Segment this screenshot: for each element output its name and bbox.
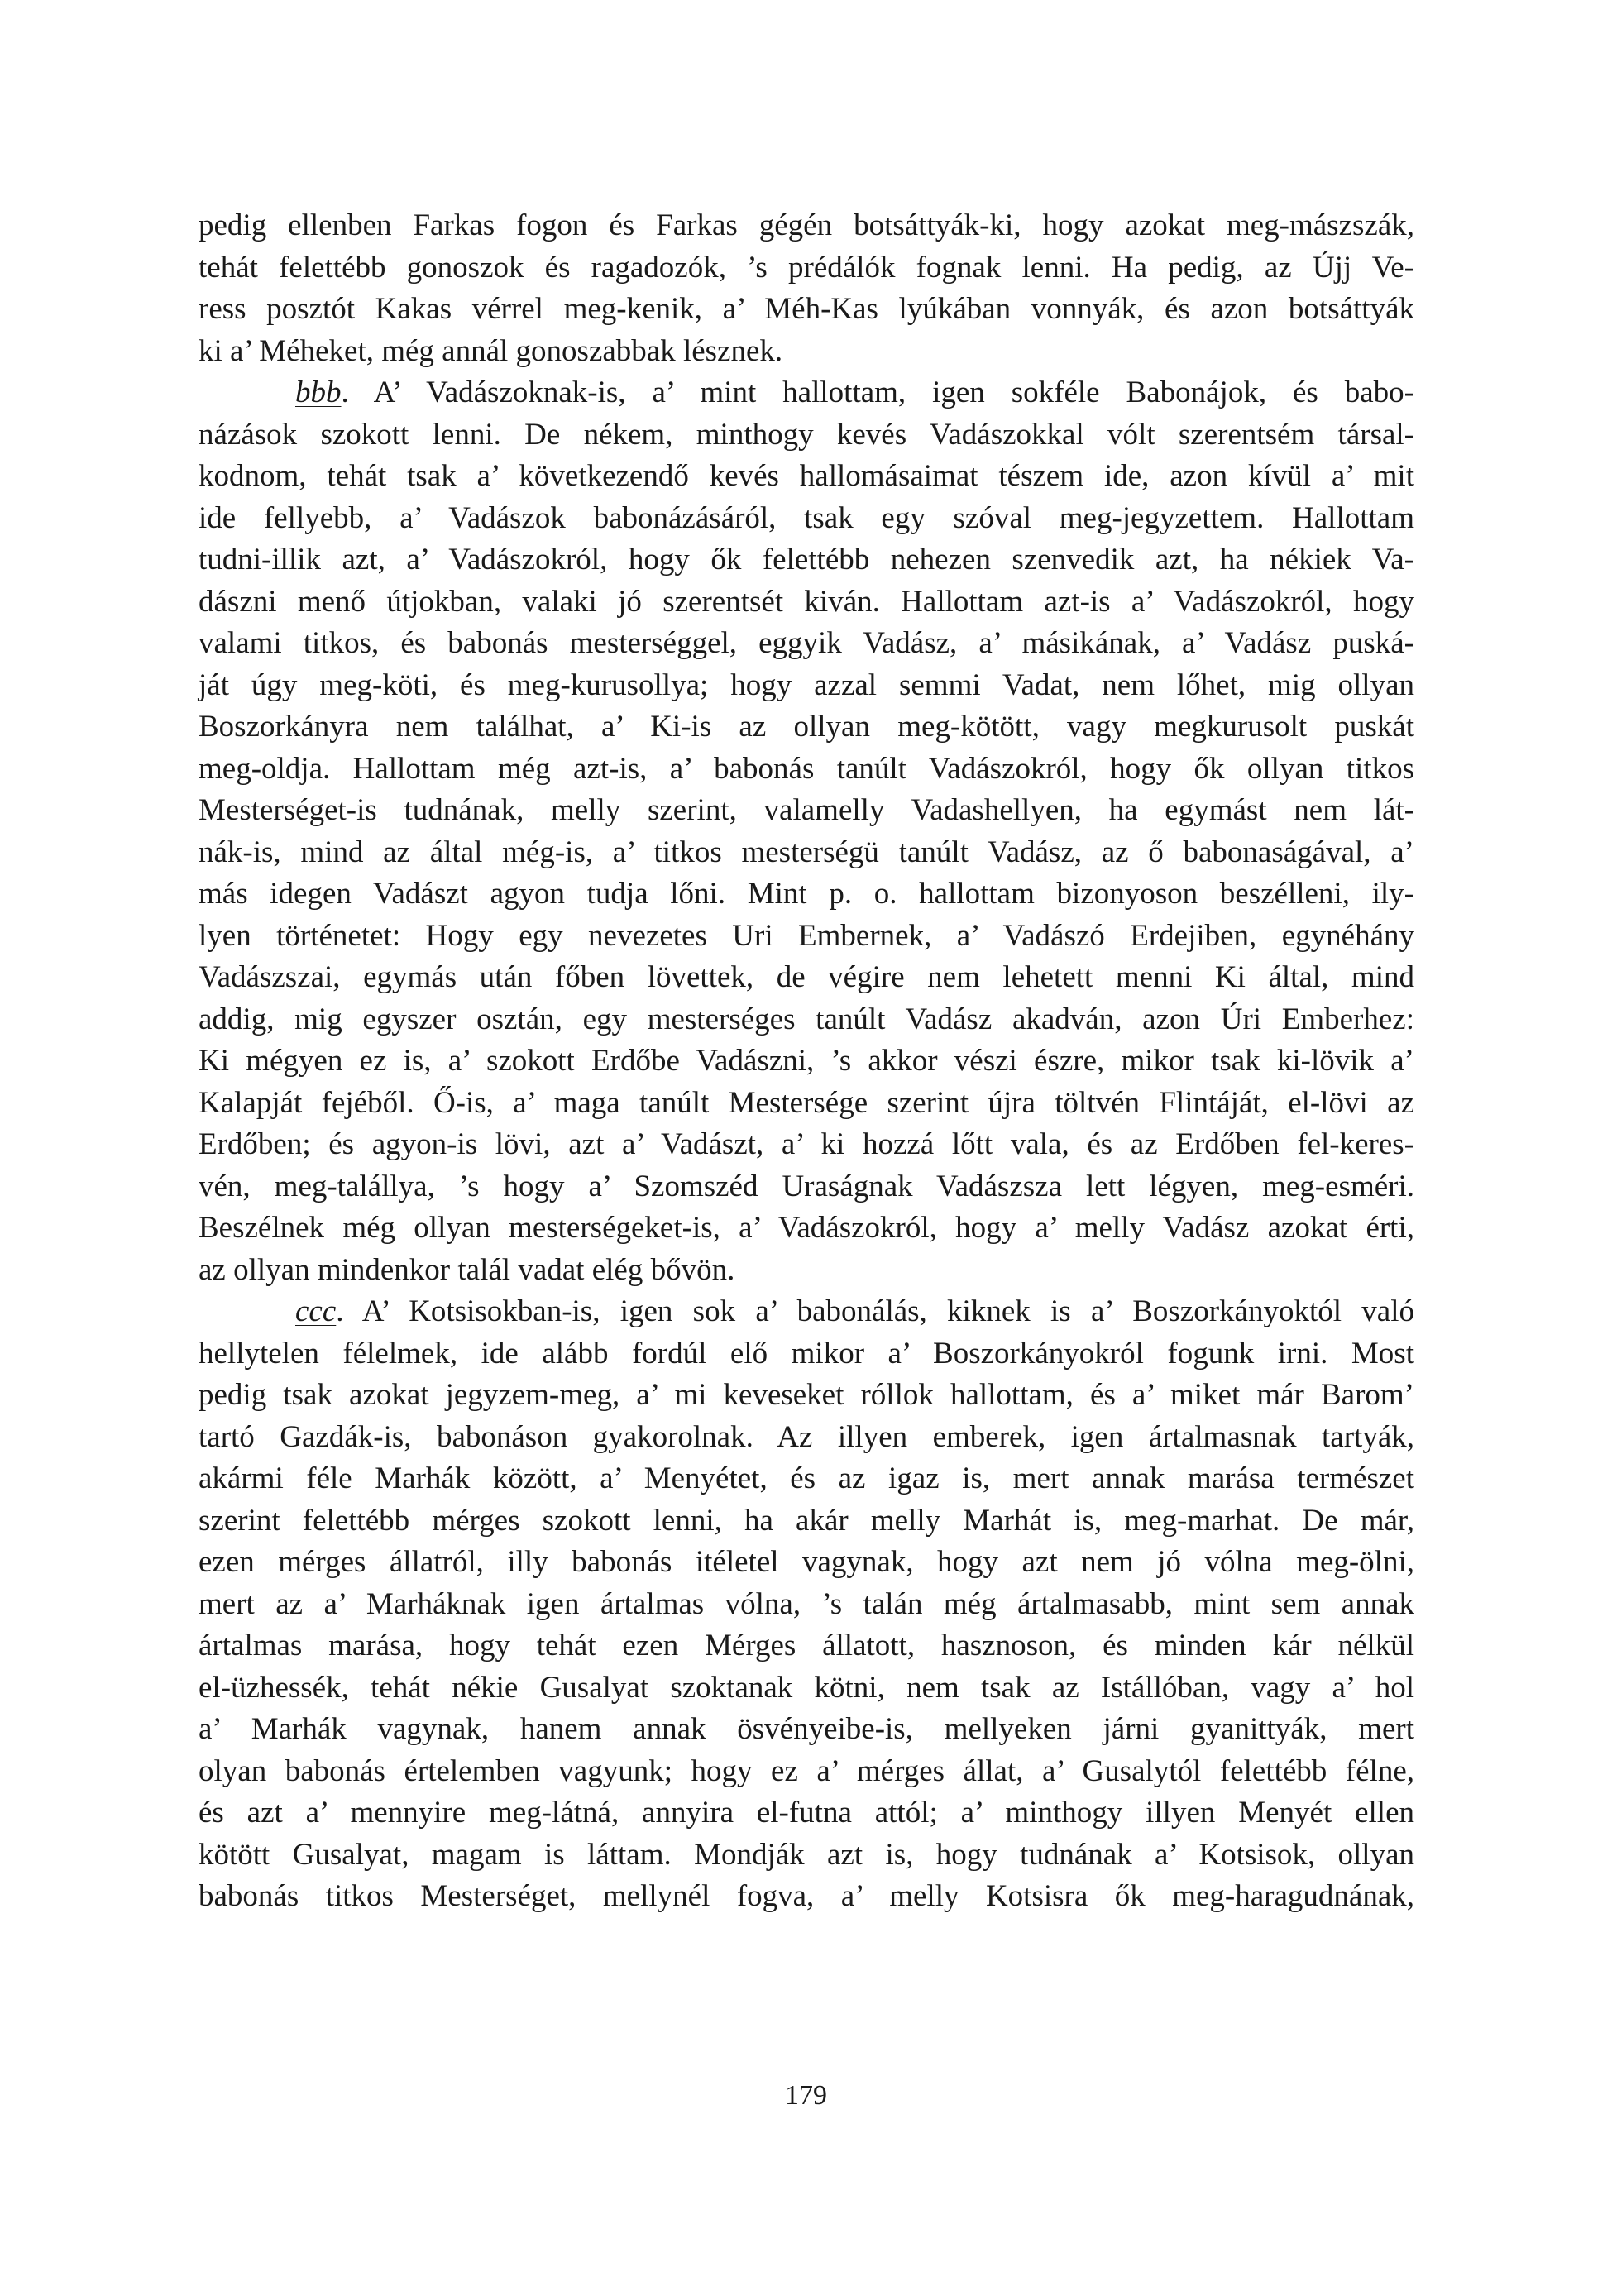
text-line: Erdőben; és agyon-is lövi, azt a’ Vadászt, a’ ki hozzá lőtt vala, és az Erdőben fel-keres- xyxy=(199,1127,1414,1161)
text-line: akármi féle Marhák között, a’ Menyétet, és az igaz is, mert annak marása természet xyxy=(199,1461,1414,1495)
text-line: szerint felettébb mérges szokott lenni, ha akár melly Marhát is, meg-marhat. De már, xyxy=(199,1503,1414,1538)
text-line: názások szokott lenni. De nékem, minthogy kevés Vadászokkal vólt szerentsém társal- xyxy=(199,417,1414,452)
text-line: kötött Gusalyat, magam is láttam. Mondják azt is, hogy tudnának a’ Kotsisok, ollyan xyxy=(199,1837,1414,1872)
text-line: ezen mérges állatról, illy babonás itéletel vagynak, hogy azt nem jó vólna meg-ölni, xyxy=(199,1545,1414,1579)
text-line: a’ Marhák vagynak, hanem annak ösvényeibe-is, mellyeken járni gyanittyák, mert xyxy=(199,1712,1414,1746)
text-line: az ollyan mindenkor talál vadat elég bővön. xyxy=(199,1252,735,1287)
text-line: mert az a’ Marháknak igen ártalmas vólna, ’s talán még ártalmasabb, mint sem annak xyxy=(199,1586,1414,1621)
text-line: pedig ellenben Farkas fogon és Farkas gégén botsáttyák-ki, hogy azokat meg-mászszák, xyxy=(199,208,1414,242)
text-line: más idegen Vadászt agyon tudja lőni. Mint p. o. hallottam bizonyoson beszélleni, ily- xyxy=(199,877,1414,911)
text-line: valami titkos, és babonás mesterséggel, eggyik Vadász, a’ másikának, a’ Vadász puská- xyxy=(199,626,1414,660)
paragraph-bbb xyxy=(199,372,1414,1291)
text-line: tartó Gazdák-is, babonáson gyakorolnak. Az illyen emberek, igen ártalmasnak tartyák, xyxy=(199,1419,1414,1454)
text-line: dászni menő útjokban, valaki jó szerentsét kiván. Hallottam azt-is a’ Vadászokról, hogy xyxy=(199,584,1414,619)
text-line: ress posztót Kakas vérrel meg-kenik, a’ Méh-Kas lyúkában vonnyák, és azon botsáttyák xyxy=(199,292,1414,326)
paragraph-ccc xyxy=(199,1291,1414,1918)
text-line: ide fellyebb, a’ Vadászok babonázásáról, tsak egy szóval meg-jegyzettem. Hallottam xyxy=(199,500,1414,535)
paragraph-continuation xyxy=(199,205,1414,372)
text-line: Vadászszai, egymás után főben lövettek, de végire nem lehetett menni Ki által, mind xyxy=(199,960,1414,994)
text-line: ártalmas marása, hogy tehát ezen Mérges állatott, hasznoson, és minden kár nélkül xyxy=(199,1629,1414,1662)
text-line: és azt a’ mennyire meg-látná, annyira el-futna attól; a’ minthogy illyen Menyét ellen xyxy=(199,1796,1414,1830)
text-line: olyan babonás értelemben vagyunk; hogy ez a’ mérges állat, a’ Gusalytól felettébb félne, xyxy=(199,1753,1414,1788)
text-line: kodnom, tehát tsak a’ következendő kevés hallomásaimat tészem ide, azon kívül a’ mit xyxy=(199,459,1414,493)
marker-suffix: . xyxy=(336,1294,344,1328)
text-line: Kalapját fejéből. Ő-is, a’ maga tanúlt Mestersége szerint újra töltvén Flintáját, el-lövi az xyxy=(199,1085,1414,1120)
body-text xyxy=(199,205,1414,1918)
text-line: Ki mégyen ez is, a’ szokott Erdőbe Vadászni, ’s akkor vészi észre, mikor tsak ki-lövik a’ xyxy=(199,1044,1414,1078)
section-marker-ccc: ccc xyxy=(295,1294,337,1328)
page-number: 179 xyxy=(785,2080,827,2111)
marker-suffix: . xyxy=(341,375,349,409)
text-line xyxy=(199,372,1414,414)
text-line: Mesterséget-is tudnának, melly szerint, valamelly Vadashellyen, ha egymást nem lát- xyxy=(199,793,1414,827)
text-line: tudni-illik azt, a’ Vadászokról, hogy ők felettébb nehezen szenvedik azt, ha nékiek Va- xyxy=(199,543,1414,576)
text-line: Boszorkányra nem találhat, a’ Ki-is az ollyan meg-kötött, vagy megkurusolt puskát xyxy=(199,710,1414,744)
text-line: el-üzhessék, tehát nékie Gusalyat szoktanak kötni, nem tsak az Istállóban, vagy a’ hol xyxy=(199,1670,1414,1705)
text-line: addig, mig egyszer osztán, egy mesterséges tanúlt Vadász akadván, azon Úri Emberhez: xyxy=(199,1002,1414,1036)
text-line: hellytelen félelmek, ide alább fordúl elő mikor a’ Boszorkányokról fogunk irni. Most xyxy=(199,1336,1414,1370)
text-line: pedig tsak azokat jegyzem-meg, a’ mi keveseket róllok hallottam, és a’ miket már Barom’ xyxy=(199,1378,1414,1412)
text-line: meg-oldja. Hallottam még azt-is, a’ babonás tanúlt Vadászokról, hogy ők ollyan titkos xyxy=(199,751,1414,786)
text-line: vén, meg-talállya, ’s hogy a’ Szomszéd Uraságnak Vadászsza lett légyen, meg-esméri. xyxy=(199,1169,1414,1203)
text-line: nák-is, mind az által még-is, a’ titkos mesterségü tanúlt Vadász, az ő babonaságával, a’ xyxy=(199,835,1414,869)
text-line-content: A’ Kotsisokban-is, igen sok a’ babonálás, kiknek is a’ Boszorkányoktól való xyxy=(343,1294,1414,1328)
text-line: ki a’ Méheket, még annál gonoszabbak lésznek. xyxy=(199,333,783,368)
text-line: ját úgy meg-köti, és meg-kurusollya; hogy azzal semmi Vadat, nem lőhet, mig ollyan xyxy=(199,667,1414,702)
text-line: Beszélnek még ollyan mesterségeket-is, a’ Vadászokról, hogy a’ melly Vadász azokat érti, xyxy=(199,1211,1414,1245)
text-line: lyen történetet: Hogy egy nevezetes Uri Embernek, a’ Vadászó Erdejiben, egynéhány xyxy=(199,918,1414,953)
text-line: tehát felettébb gonoszok és ragadozók, ’s prédálók fognak lenni. Ha pedig, az Újj Ve- xyxy=(199,250,1414,285)
text-line-content: A’ Vadászoknak-is, a’ mint hallottam, igen sokféle Babonájok, és babo- xyxy=(348,375,1414,409)
section-marker-bbb: bbb xyxy=(295,375,342,409)
text-line: babonás titkos Mesterséget, mellynél fogva, a’ melly Kotsisra ők meg-haragudnának, xyxy=(199,1879,1414,1913)
text-line xyxy=(199,1291,1414,1333)
